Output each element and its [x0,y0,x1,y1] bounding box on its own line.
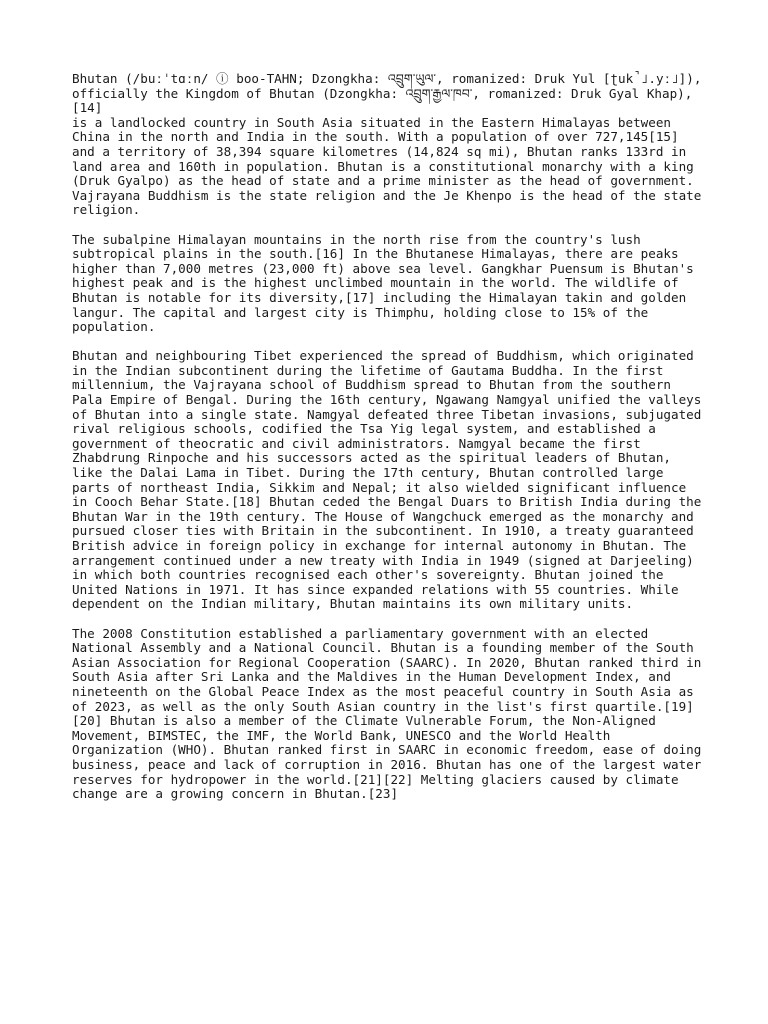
paragraph-history: Bhutan and neighbouring Tibet experienced the spread of Buddhism, which originated in the Indian subcontinent during the lifetime of Gautama Buddha. In the first millennium, the Vajrayana school of Buddhism spread to Bhutan from the southern Pala Empire of Bengal. During the 16th century, Ngawang Namgyal unified the valleys of Bhutan into a single state. Namgyal defeated three Tibetan invasions, subjugated rival religious schools, codified the Tsa Yig legal system, and established a government of theocratic and civil administrators. Namgyal became the first Zhabdrung Rinpoche and his successors acted as the spiritual leaders of Bhutan, like the Dalai Lama in Tibet. During the 17th century, Bhutan controlled large parts of northeast India, Sikkim and Nepal; it also wielded significant influence in Cooch Behar State.[18] Bhutan ceded the Bengal Duars to British India during the Bhutan War in the 19th century. The House of Wangchuck emerged as the monarchy and pursued closer ties with Britain in the subcontinent. In 1910, a treaty guaranteed British advice in foreign policy in exchange for internal autonomy in Bhutan. The arrangement continued under a new treaty with India in 1949 (signed at Darjeeling) in which both countries recognised each other's sovereignty. Bhutan joined the United Nations in 1971. It has since expanded relations with 55 countries. While dependent on the Indian military, Bhutan maintains its own military units. [72,348,702,612]
paragraph-geography: The subalpine Himalayan mountains in the north rise from the country's lush subtropical plains in the south.[16] In the Bhutanese Himalayas, there are peaks higher than 7,000 metres (23,000 ft) above sea level. Gangkhar Puensum is Bhutan's highest peak and is the highest unclimbed mountain in the world. The wildlife of Bhutan is notable for its diversity,[17] including the Himalayan takin and golden langur. The capital and largest city is Thimphu, holding close to 15% of the population. [72,231,694,335]
paragraph-intro: Bhutan (/buːˈtɑːn/ ⓘ boo-TAHN; Dzongkha: འབྲུག་ཡུལ་, romanized: Druk Yul [ʈuk̚˩.yː˩]), officially the Kingdom of Bhutan (Dzongkha: འབྲུག་རྒྱལ་ཁབ་, romanized: Druk Gyal Khap),[14] is a landlocked country in South Asia situated in the Eastern Himalayas between China in the north and India in the south. With a population of over 727,145[15] and a territory of 38,394 square kilometres (14,824 sq mi), Bhutan ranks 133rd in land area and 160th in population. Bhutan is a constitutional monarchy with a king (Druk Gyalpo) as the head of state and a prime minister as the head of government. Vajrayana Buddhism is the state religion and the Je Khenpo is the head of the state religion. [72,71,702,218]
paragraph-politics: The 2008 Constitution established a parliamentary government with an elected National Assembly and a National Council. Bhutan is a founding member of the South Asian Association for Regional Cooperation (SAARC). In 2020, Bhutan ranked third in South Asia after Sri Lanka and the Maldives in the Human Development Index, and nineteenth on the Global Peace Index as the most peaceful country in South Asia as of 2023, as well as the only South Asian country in the list's first quartile.[19] [20] Bhutan is also a member of the Climate Vulnerable Forum, the Non-Aligned Movement, BIMSTEC, the IMF, the World Bank, UNESCO and the World Health Organization (WHO). Bhutan ranked first in SAARC in economic freedom, ease of doing business, peace and lack of corruption in 2016. Bhutan has one of the largest water reserves for hydropower in the world.[21][22] Melting glaciers caused by climate change are a growing concern in Bhutan.[23] [72,625,702,802]
article-body [72,72,702,816]
